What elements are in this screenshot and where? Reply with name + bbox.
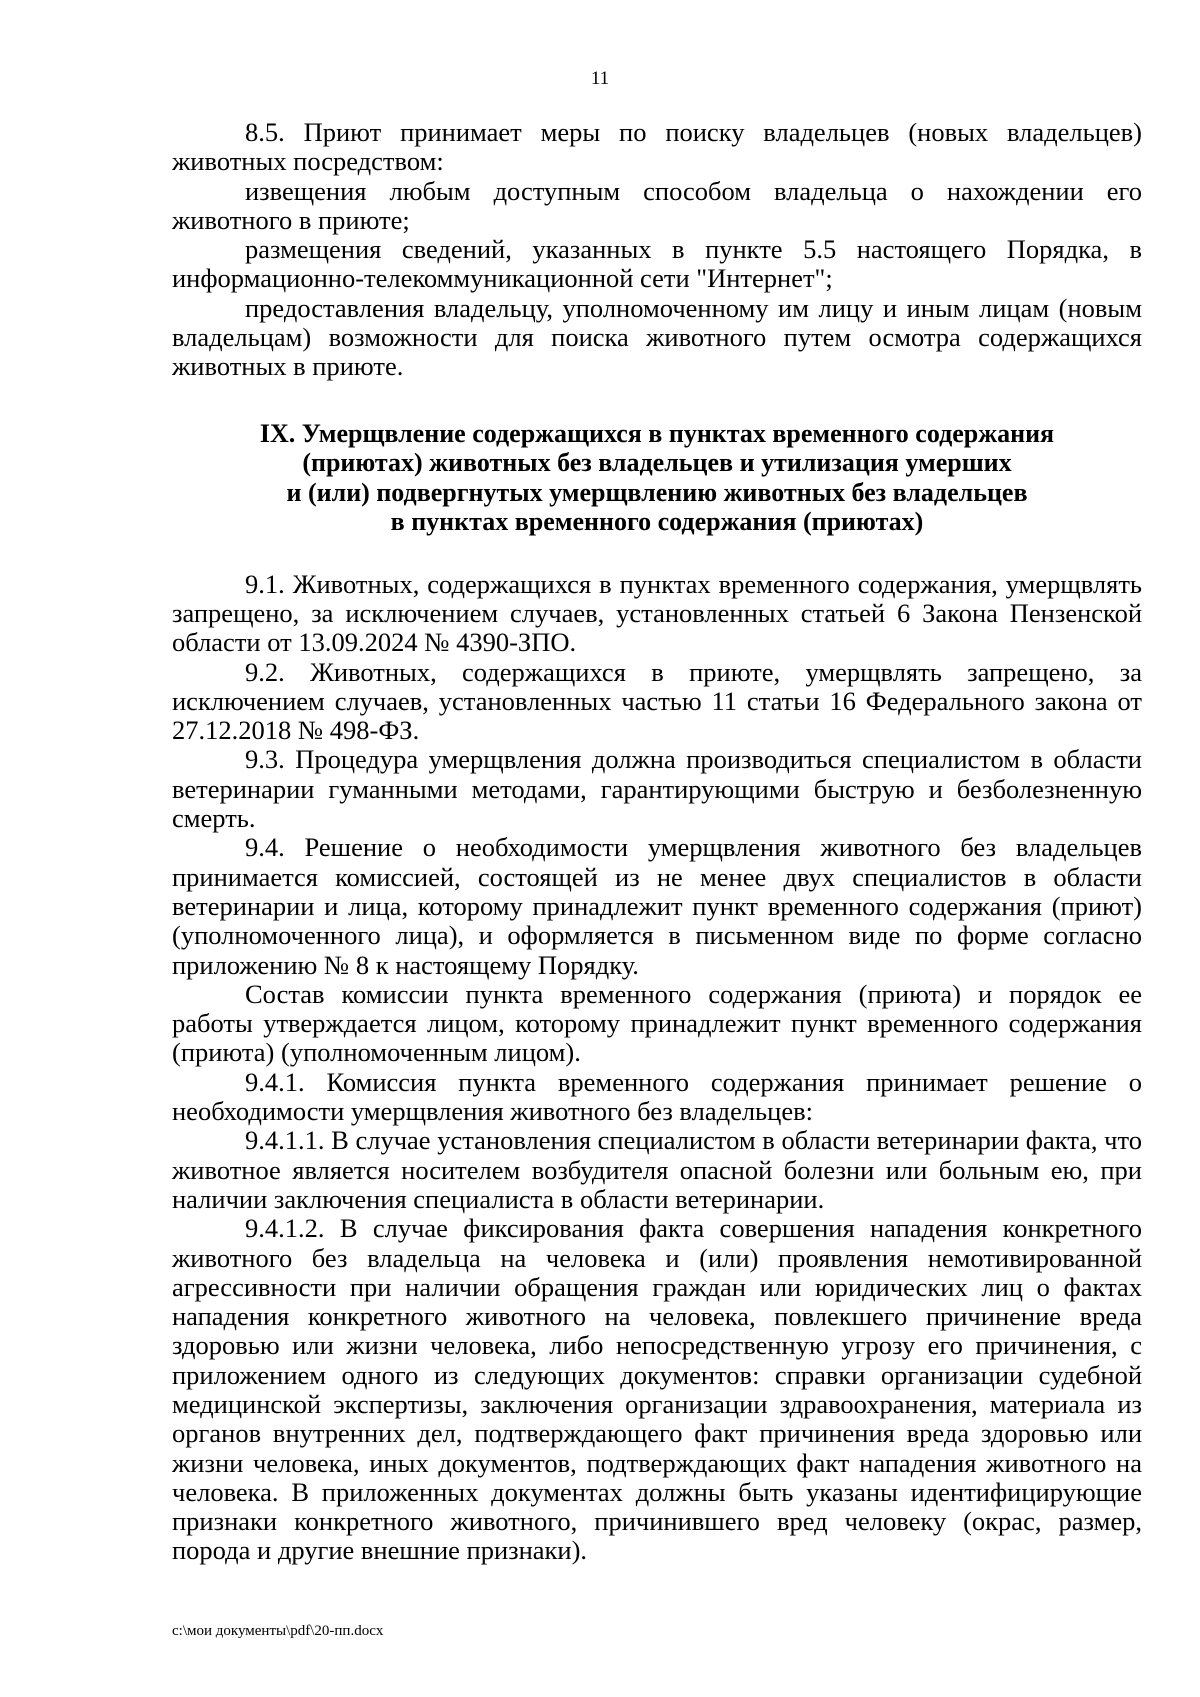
section-heading-ix — [172, 419, 1142, 537]
heading-line-1: IX. Умерщвление содержащихся в пунктах временного содержания — [259, 418, 1055, 448]
paragraph-9-1: 9.1. Животных, содержащихся в пунктах временного содержания, умерщвлять запрещено, за исключением случаев, установленных статьей 6 Закона Пензенской области от 13.09.2024 № 4390-ЗПО. — [172, 568, 1142, 658]
heading-line-2: (приютах) животных без владельцев и утилизация умерших — [302, 448, 1012, 478]
page-number: 11 — [590, 68, 610, 89]
paragraph-9-4-1-1: 9.4.1.1. В случае установления специалистом в области ветеринарии факта, что животное является носителем возбудителя опасной болезни или больным ею, при наличии заключения специалиста в области ветеринарии. — [172, 1125, 1142, 1214]
paragraph-8-5: 8.5. Приют принимает меры по поиску владельцев (новых владельцев) животных посредством: — [172, 117, 1142, 177]
paragraph-9-2: 9.2. Животных, содержащихся в приюте, умерщвлять запрещено, за исключением случаев, установленных частью 11 статьи 16 Федерального закона от 27.12.2018 № 498-ФЗ. — [172, 656, 1142, 746]
paragraph-9-4-1-2: 9.4.1.2. В случае фиксирования факта совершения нападения конкретного животного без владельца на человека и (или) проявления немотивированной агрессивности при наличии обращения граждан или юридических лиц о фактах нападения конкретного животного на человека, повлекшего причинение вреда здоровью или жизни человека, либо непосредственную угрозу его причинения, с приложением одного из следующих документов: справки организации судебной медицинской экспертизы, заключения организации здравоохранения, материала из органов внутренних дел, подтверждающего факт причинения вреда здоровью или жизни человека, иных документов, подтверждающих факт нападения животного на человека. В приложенных документах должны быть указаны идентифицирующие признаки конкретного животного, причинившего вред человеку (окрас, размер, порода и другие внешние признаки). — [172, 1213, 1142, 1566]
paragraph-inspection: предоставления владельцу, уполномоченному им лицу и иным лицам (новым владельцам) возможности для поиска животного путем осмотра содержащихся животных в приюте. — [172, 292, 1142, 382]
heading-line-3: и (или) подвергнутых умерщвлению животных без владельцев — [286, 477, 1028, 507]
paragraph-9-4: 9.4. Решение о необходимости умерщвления животного без владельцев принимается комиссией, состоящей из не менее двух специалистов в области ветеринарии и лица, которому принадлежит пункт временного содержания (приют) (уполномоченного лица), и оформляется в письменном виде по форме согласно приложению № 8 к настоящему Порядку. — [172, 832, 1142, 980]
paragraph-commission-composition: Состав комиссии пункта временного содержания (приюта) и порядок ее работы утверждается лицом, которому принадлежит пункт временного содержания (приюта) (уполномоченным лицом). — [172, 978, 1142, 1068]
paragraph-9-4-1: 9.4.1. Комиссия пункта временного содержания принимает решение о необходимости умерщвления животного без владельцев: — [172, 1066, 1142, 1127]
paragraph-notification: извещения любым доступным способом владельца о нахождении его животного в приюте; — [172, 175, 1142, 235]
heading-line-4: в пунктах временного содержания (приютах) — [390, 507, 924, 537]
paragraph-9-3: 9.3. Процедура умерщвления должна производиться специалистом в области ветеринарии гуманными методами, гарантирующими быструю и безболезненную смерть. — [172, 744, 1142, 834]
document-body — [172, 118, 1142, 1566]
footer-file-path: c:\мои документы\pdf\20-пп.docx — [172, 1623, 384, 1639]
paragraph-internet-posting: размещения сведений, указанных в пункте 5.5 настоящего Порядка, в информационно-телекоммуникационной сети "Интернет"; — [172, 234, 1142, 294]
